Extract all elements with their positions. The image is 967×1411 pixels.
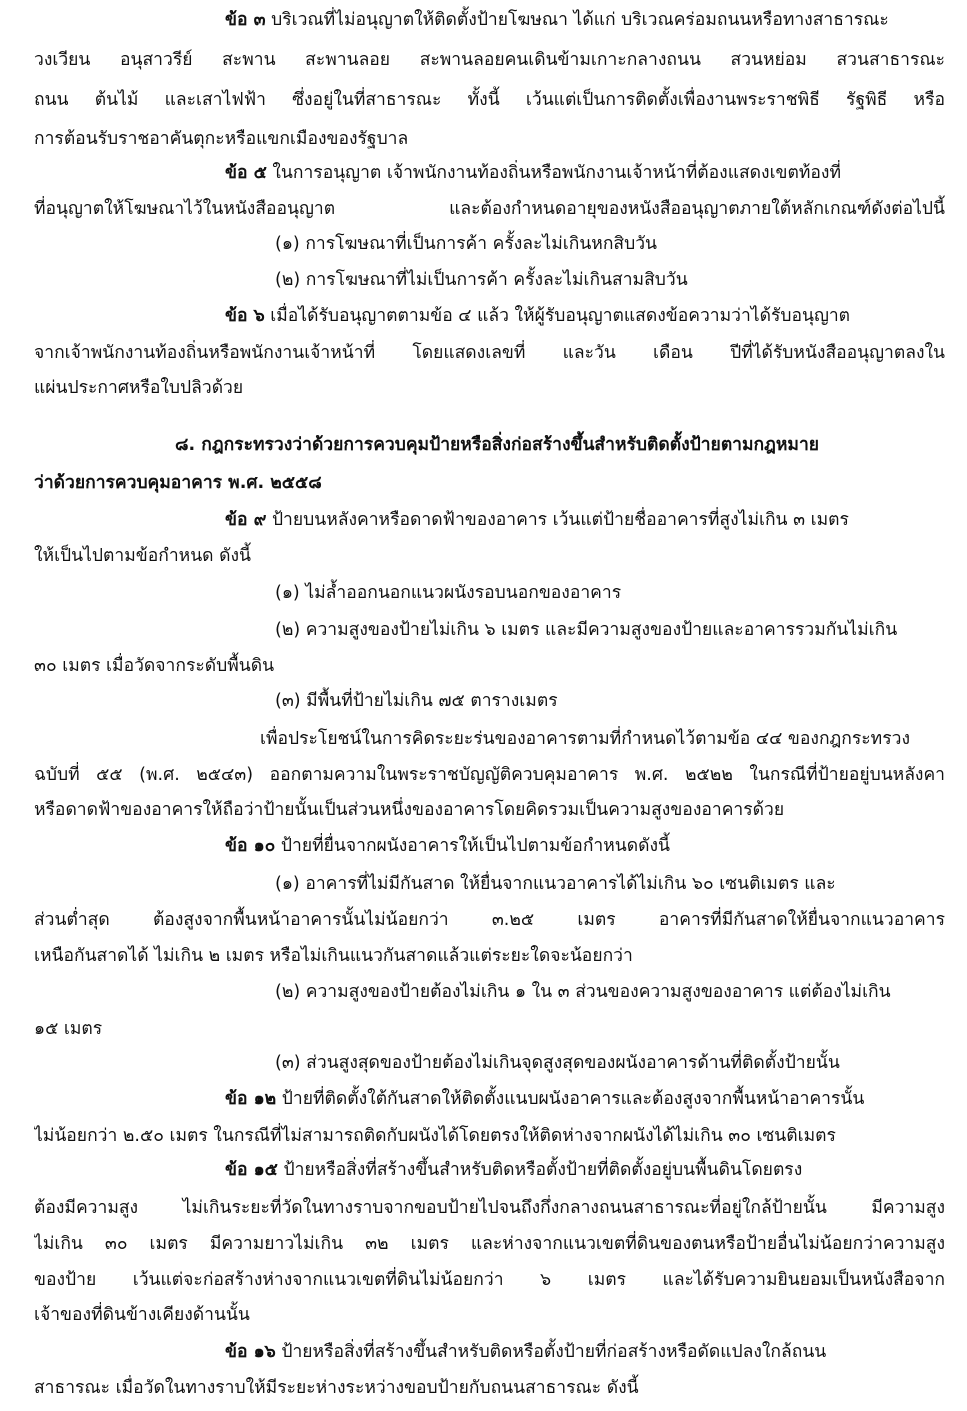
list-item: (๒) การโฆษณาที่ไม่เป็นการค้า ครั้งละไม่เกินสามสิบวัน <box>275 270 688 290</box>
list-item: (๑) การโฆษณาที่เป็นการค้า ครั้งละไม่เกินหกสิบวัน <box>275 234 658 254</box>
paragraph-line: การต้อนรับราชอาคันตุกะหรือแขกเมืองของรัฐบาล <box>34 129 409 149</box>
list-item: (๓) มีพื้นที่ป้ายไม่เกิน ๗๕ ตารางเมตร <box>275 691 558 711</box>
clause-15-line <box>225 1155 945 1185</box>
clause-16-line <box>225 1337 945 1367</box>
paragraph-line: ๑๕ เมตร <box>34 1019 103 1039</box>
clause-text: ป้ายบนหลังคาหรือดาดฟ้าของอาคาร เว้นแต่ป้ายชื่ออาคารที่สูงไม่เกิน ๓ เมตร <box>266 510 849 530</box>
clause-text: บริเวณที่ไม่อนุญาตให้ติดตั้งป้ายโฆษณา ได้แก่ บริเวณคร่อมถนนหรือทางสาธารณะ <box>265 10 889 30</box>
paragraph-line: ส่วนต่ำสุด ต้องสูงจากพื้นหน้าอาคารนั้นไม่น้อยกว่า ๓.๒๕ เมตร อาคารที่มีกันสาดให้ยื่นจากแนวอาคาร <box>34 910 945 930</box>
clause-number: ข้อ ๑๐ <box>225 836 276 856</box>
paragraph-line: สาธารณะ เมื่อวัดในทางราบให้มีระยะห่างระหว่างขอบป้ายกับถนนสาธารณะ ดังนี้ <box>34 1378 639 1398</box>
clause-number: ข้อ ๑๒ <box>225 1089 277 1109</box>
paragraph-line: เจ้าของที่ดินข้างเคียงด้านนั้น <box>34 1305 250 1325</box>
paragraph-line: จากเจ้าพนักงานท้องถิ่นหรือพนักงานเจ้าหน้าที่ โดยแสดงเลขที่ และวัน เดือน ปีที่ได้รับหนังสืออนุญาตลงใน <box>34 343 945 363</box>
clause-text: ป้ายหรือสิ่งที่สร้างขึ้นสำหรับติดหรือตั้งป้ายที่ติดตั้งอยู่บนพื้นดินโดยตรง <box>277 1160 803 1180</box>
paragraph-line: ถนน ต้นไม้ และเสาไฟฟ้า ซึ่งอยู่ในที่สาธารณะ ทั้งนี้ เว้นแต่เป็นการติดตั้งเพื่องานพระราชพิธี รัฐพิธี หรือ <box>34 90 945 110</box>
clause-text: ป้ายที่ยื่นจากผนังอาคารให้เป็นไปตามข้อกำหนดดังนี้ <box>275 836 670 856</box>
paragraph-line: เหนือกันสาดได้ ไม่เกิน ๒ เมตร หรือไม่เกินแนวกันสาดแล้วแต่ระยะใดจะน้อยกว่า <box>34 946 633 966</box>
paragraph-line: ต้องมีความสูง ไม่เกินระยะที่วัดในทางราบจากขอบป้ายไปจนถึงกึ่งกลางถนนสาธารณะที่อยู่ใกล้ป้ายนั้น มีความสูง <box>34 1198 945 1218</box>
clause-text: เมื่อได้รับอนุญาตตามข้อ ๔ แล้ว ให้ผู้รับอนุญาตแสดงข้อความว่าได้รับอนุญาต <box>264 306 851 326</box>
paragraph-line: ไม่น้อยกว่า ๒.๕๐ เมตร ในกรณีที่ไม่สามารถติดกับผนังได้โดยตรงให้ติดห่างจากผนังได้ไม่เกิน ๓๐ เซนติเมตร <box>34 1126 836 1146</box>
list-item: (๑) ไม่ล้ำออกนอกแนวผนังรอบนอกของอาคาร <box>275 583 622 603</box>
clause-6-line <box>225 301 945 331</box>
list-item: (๒) ความสูงของป้ายต้องไม่เกิน ๑ ใน ๓ ส่วนของความสูงของอาคาร แต่ต้องไม่เกิน <box>275 982 891 1002</box>
paragraph-line: แผ่นประกาศหรือใบปลิวด้วย <box>34 378 244 398</box>
clause-number: ข้อ ๓ <box>225 10 266 30</box>
clause-9-line <box>225 505 945 535</box>
clause-12-line <box>225 1084 945 1114</box>
clause-number: ข้อ ๕ <box>225 163 267 183</box>
clause-text: ในการอนุญาต เจ้าพนักงานท้องถิ่นหรือพนักงานเจ้าหน้าที่ต้องแสดงเขตท้องที่ <box>266 163 842 183</box>
clause-10-line <box>225 831 945 861</box>
clause-number: ข้อ ๙ <box>225 510 267 530</box>
clause-text: ป้ายหรือสิ่งที่สร้างขึ้นสำหรับติดหรือตั้งป้ายที่ก่อสร้างหรือดัดแปลงใกล้ถนน <box>275 1342 827 1362</box>
paragraph-line: หรือดาดฟ้าของอาคารให้ถือว่าป้ายนั้นเป็นส่วนหนึ่งของอาคารโดยคิดรวมเป็นความสูงของอาคารด้วย <box>34 800 785 820</box>
clause-5-line <box>225 158 945 188</box>
list-item: (๑) อาคารที่ไม่มีกันสาด ให้ยื่นจากแนวอาคารได้ไม่เกิน ๖๐ เซนติเมตร และ <box>275 874 836 894</box>
paragraph-line: ของป้าย เว้นแต่จะก่อสร้างห่างจากแนวเขตที่ดินไม่น้อยกว่า ๖ เมตร และได้รับความยินยอมเป็นหนังสือจาก <box>34 1270 945 1290</box>
section-heading: ๘. กฎกระทรวงว่าด้วยการควบคุมป้ายหรือสิ่งก่อสร้างขึ้นสำหรับติดตั้งป้ายตามกฎหมาย <box>175 435 820 455</box>
paragraph-line: ไม่เกิน ๓๐ เมตร มีความยาวไม่เกิน ๓๒ เมตร และห่างจากแนวเขตที่ดินของตนหรือป้ายอื่นไม่น้อยกว่าความสูง <box>34 1234 945 1254</box>
list-item: (๒) ความสูงของป้ายไม่เกิน ๖ เมตร และมีความสูงของป้ายและอาคารรวมกันไม่เกิน <box>275 620 898 640</box>
list-item: (๓) ส่วนสูงสุดของป้ายต้องไม่เกินจุดสูงสุดของผนังอาคารด้านที่ติดตั้งป้ายนั้น <box>275 1053 840 1073</box>
paragraph-line: เพื่อประโยชน์ในการคิดระยะร่นของอาคารตามที่กำหนดไว้ตามข้อ ๔๔ ของกฎกระทรวง <box>260 729 910 749</box>
clause-number: ข้อ ๑๖ <box>225 1342 276 1362</box>
section-heading-cont: ว่าด้วยการควบคุมอาคาร พ.ศ. ๒๕๕๘ <box>34 473 322 493</box>
paragraph-line: ที่อนุญาตให้โฆษณาไว้ในหนังสืออนุญาต และต้องกำหนดอายุของหนังสืออนุญาตภายใต้หลักเกณฑ์ดังต่อไปนี้ <box>34 199 945 219</box>
clause-number: ข้อ ๖ <box>225 306 265 326</box>
paragraph-line: วงเวียน อนุสาวรีย์ สะพาน สะพานลอย สะพานลอยคนเดินข้ามเกาะกลางถนน สวนหย่อม สวนสาธารณะ <box>34 50 945 70</box>
clause-number: ข้อ ๑๕ <box>225 1160 278 1180</box>
clause-text: ป้ายที่ติดตั้งใต้กันสาดให้ติดตั้งแนบผนังอาคารและต้องสูงจากพื้นหน้าอาคารนั้น <box>276 1089 865 1109</box>
paragraph-line: ๓๐ เมตร เมื่อวัดจากระดับพื้นดิน <box>34 656 275 676</box>
clause-3-line <box>225 5 945 35</box>
paragraph-line: ให้เป็นไปตามข้อกำหนด ดังนี้ <box>34 546 251 566</box>
paragraph-line: ฉบับที่ ๕๕ (พ.ศ. ๒๕๔๓) ออกตามความในพระราชบัญญัติควบคุมอาคาร พ.ศ. ๒๕๒๒ ในกรณีที่ป้ายอยู่บนหลังคา <box>34 765 945 785</box>
